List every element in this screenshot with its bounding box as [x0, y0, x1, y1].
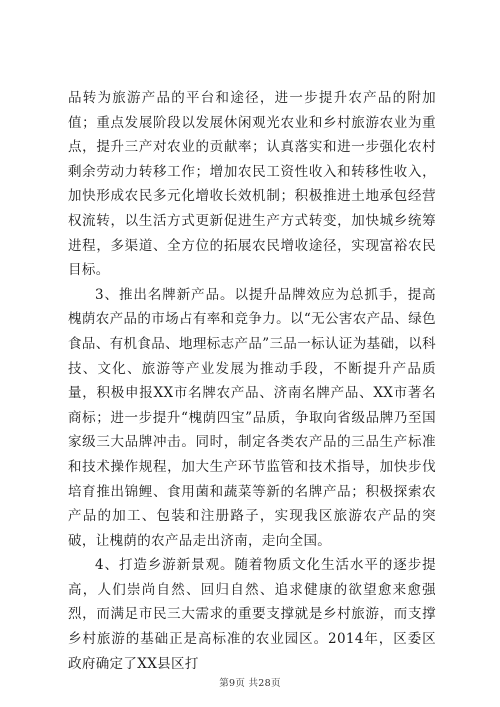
page-footer: 第9页 共28页: [219, 678, 281, 689]
paragraph-continuation: 品转为旅游产品的平台和途径，进一步提升农产品的附加值；重点发展阶段以发展休闲观光农业和乡村旅游农业为重点，提升三产对农业的贡献率；认真落实和进一步强化农村剩余劳动力转移工作；增加农民工资性收入和转移性收入，加快形成农民多元化增收长效机制；积极推进土地承包经营权流转，以生活方式更新促进生产方式转变，加快城乡统筹进程，多渠道、全方位的拓展农民增收途径，实现富裕农民目标。: [68, 90, 436, 279]
paragraph-rural-tourism: 4、打造乡游新景观。随着物质文化生活水平的逐步提高，人们崇尚自然、回归自然、追求健康的欲望愈来愈强烈，而满足市民三大需求的重要支撑就是乡村旅游，而支撑乡村旅游的基础正是高标准的农业园区。2014年，区委区政府确定了XX县区打: [68, 557, 436, 672]
document-body: [68, 86, 436, 676]
paragraph-brand-products: 3、推出名牌新产品。以提升品牌效应为总抓手，提高槐荫农产品的市场占有率和竞争力。以“无公害农产品、绿色食品、有机食品、地理标志产品”三品一标认证为基础，以科技、文化、旅游等产业发展为推动手段，不断提升产品质量，积极申报XX市名牌农产品、济南名牌产品、XX市著名商标；进一步提升“槐荫四宝”品质，争取向省级品牌乃至国家级三大品牌冲击。同时，制定各类农产品的三品生产标准和技术操作规程，加大生产环节监管和技术指导，加快步伐培育推出锦鲤、食用菌和蔬菜等新的名牌产品；积极探索农产品的加工、包装和注册路子，实现我区旅游农产品的突破，让槐荫的农产品走出济南，走向全国。: [68, 286, 436, 549]
